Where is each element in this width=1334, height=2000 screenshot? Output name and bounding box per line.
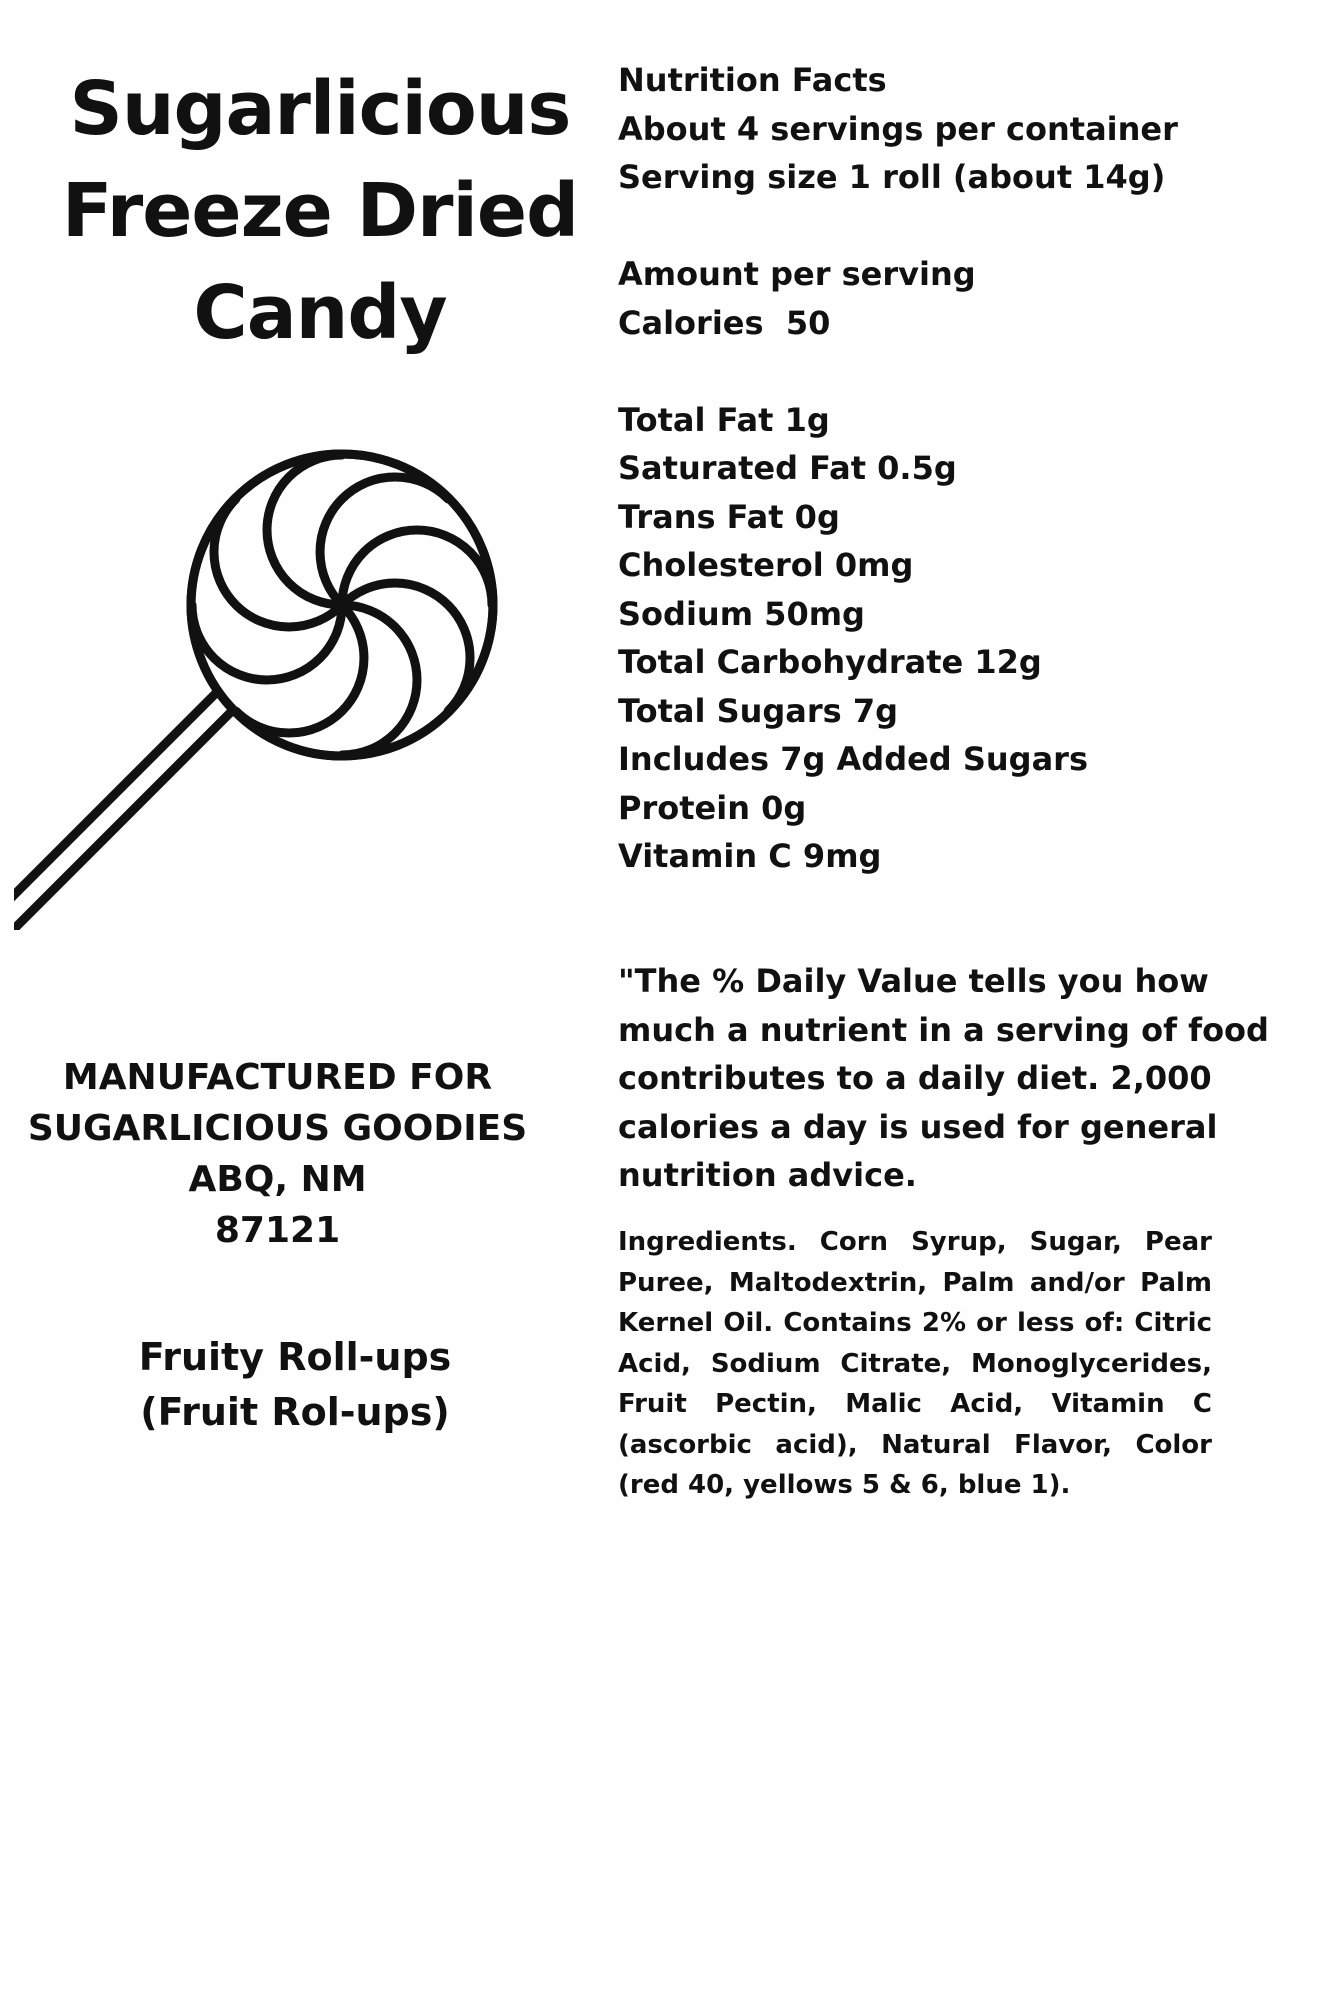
nutrition-facts [618, 56, 1318, 881]
manufacturer-block [20, 1052, 535, 1256]
manufacturer-line: ABQ, NM [188, 1159, 367, 1200]
brand-title [60, 58, 580, 364]
nutrient-row: Sodium 50mg [618, 594, 865, 633]
lollipop-icon [14, 440, 504, 930]
brand-title-line: Freeze Dried [61, 168, 579, 254]
nutrient-row: Cholesterol 0mg [618, 546, 914, 584]
nutrient-row: Protein 0g [618, 788, 807, 827]
nutrient-row: Total Sugars 7g [618, 691, 899, 730]
product-name-line: Fruity Roll-ups [138, 1335, 452, 1379]
daily-value-note: "The % Daily Value tells you how much a nutrient in a serving of food contributes to a daily diet. 2,000 calories a day is used for general nutrition advice. [618, 962, 1269, 1194]
nutrient-row: Vitamin C 9mg [618, 837, 882, 875]
manufacturer-line: SUGARLICIOUS GOODIES [27, 1108, 528, 1149]
spacer [618, 347, 1318, 396]
nutrient-row: Trans Fat 0g [618, 497, 840, 536]
product-name-line: (Fruit Rol-ups) [140, 1390, 450, 1434]
servings-per-container: About 4 servings per container [618, 109, 1178, 148]
serving-size: Serving size 1 roll (about 14g) [618, 158, 1166, 196]
nutrient-row: Saturated Fat 0.5g [618, 449, 957, 487]
manufacturer-line: MANUFACTURED FOR [62, 1057, 493, 1098]
product-name [60, 1330, 530, 1440]
amount-per-serving-label: Amount per serving [618, 255, 976, 293]
brand-title-line: Candy [193, 270, 447, 356]
calories: Calories 50 [618, 303, 831, 342]
spacer [618, 202, 1318, 251]
brand-title-line: Sugarlicious [69, 66, 571, 152]
manufacturer-line: 87121 [214, 1210, 341, 1251]
nutrient-row: Total Carbohydrate 12g [618, 643, 1042, 681]
nutrition-heading: Nutrition Facts [618, 61, 887, 99]
ingredients-list: Ingredients. Corn Syrup, Sugar, Pear Puree, Maltodextrin, Palm and/or Palm Kernel Oil. Contains 2% or less of: Citric Acid, Sodium Citrate, Monoglycerides, Fruit Pectin, Malic Acid, Vitamin C (ascorbic acid), Natural Flavor, Color (red 40, yellows 5 & 6, blue 1). [618, 1227, 1212, 1500]
nutrient-row: Includes 7g Added Sugars [618, 740, 1088, 778]
nutrient-row: Total Fat 1g [618, 400, 830, 439]
